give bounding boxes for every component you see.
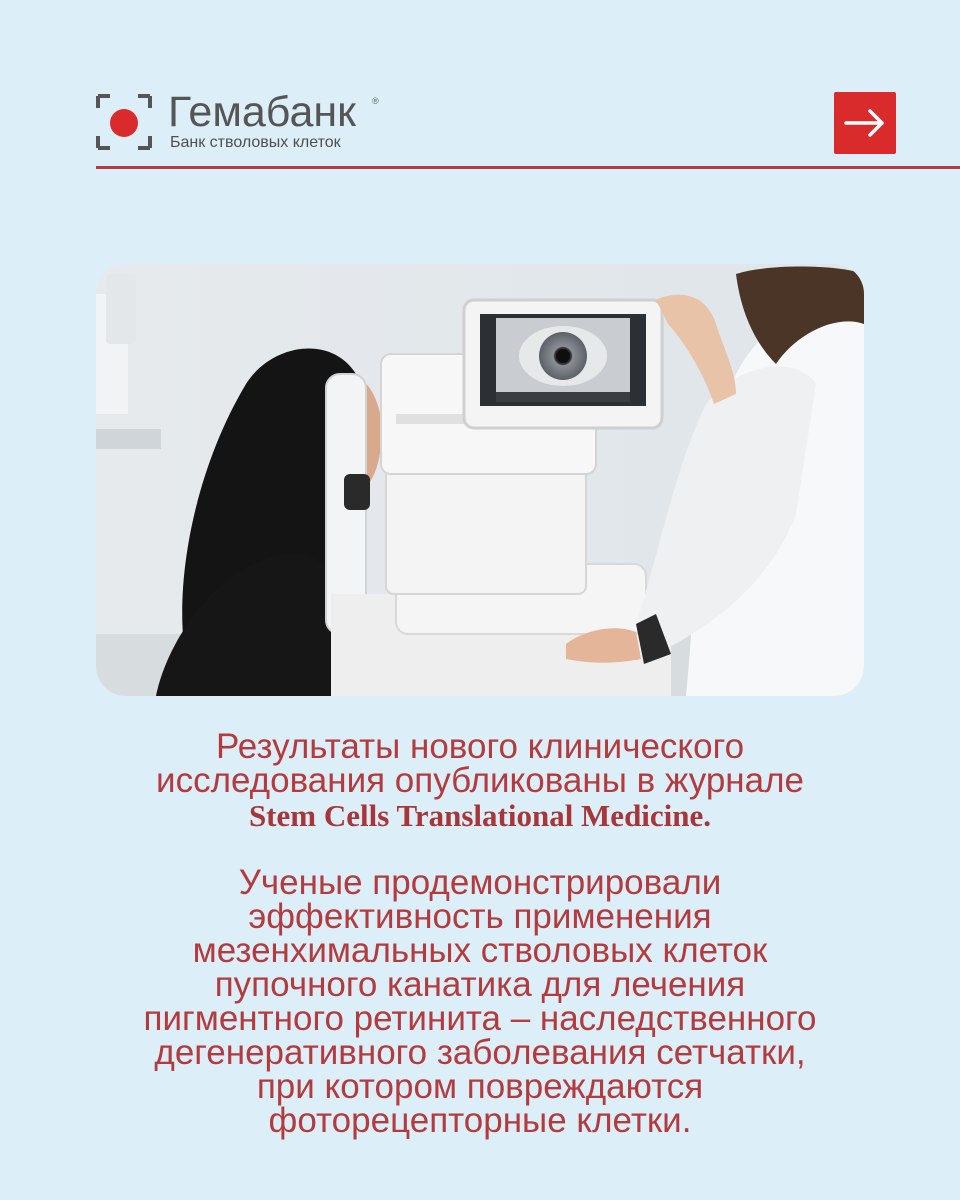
- arrow-right-icon: [842, 107, 888, 139]
- brand-name: Гемабанк: [168, 88, 356, 136]
- eye-exam-photo: [96, 264, 864, 696]
- body-line: дегенеративного заболевания сетчатки,: [154, 1033, 806, 1072]
- body-line: мезенхимальных стволовых клеток: [192, 931, 768, 970]
- paragraph-spacer: [60, 834, 900, 866]
- body-line: пигментного ретинита – наследственного: [143, 999, 817, 1038]
- brand-subtitle: Банк стволовых клеток: [170, 134, 341, 151]
- logo-mark-icon: [96, 94, 152, 150]
- intro-line: исследования опубликованы в журнале: [156, 761, 804, 800]
- brand-logo[interactable]: [96, 90, 426, 160]
- body-line: Ученые продемонстрировали: [238, 863, 722, 902]
- body-line: эффективность применения: [248, 897, 712, 936]
- article-text: [60, 727, 900, 1140]
- eye-exam-illustration: [96, 264, 864, 696]
- header: [96, 90, 896, 160]
- body-line: при котором повреждаются: [256, 1067, 704, 1106]
- next-slide-button[interactable]: [834, 92, 896, 154]
- journal-name: Stem Cells Translational Medicine.: [248, 798, 712, 833]
- header-divider: [96, 166, 960, 169]
- brand-registered-mark: ®: [372, 96, 379, 106]
- body-line: фоторецепторные клетки.: [268, 1101, 692, 1140]
- intro-line: Результаты нового клинического: [215, 727, 745, 766]
- body-line: пупочного канатика для лечения: [214, 965, 746, 1004]
